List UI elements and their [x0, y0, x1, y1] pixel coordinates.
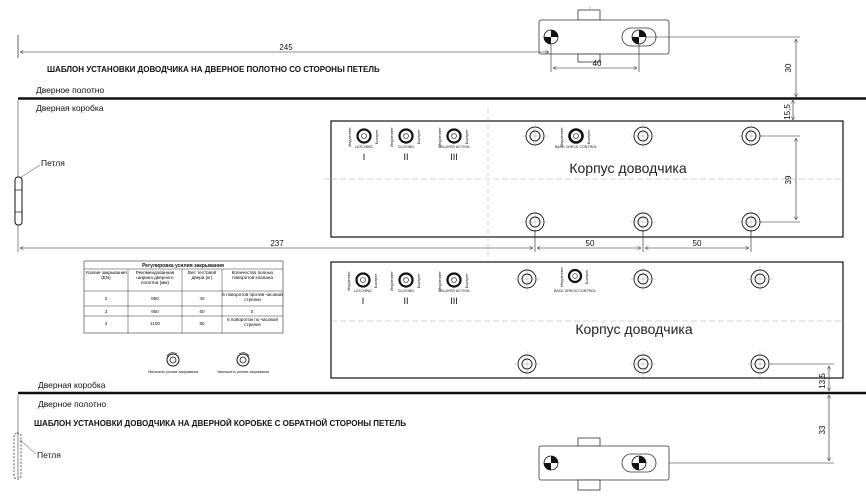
valve-latching-label: LATCHING — [355, 145, 373, 149]
dim-13-5-label: 13,5 — [818, 373, 827, 389]
door-frame-label-top: Дверная коробка — [36, 103, 104, 113]
force-legend — [148, 353, 269, 374]
dim-50-label: 50 — [692, 239, 702, 248]
svg-text:Быстрее: Быстрее — [417, 129, 421, 145]
bracket-screw-target — [632, 456, 646, 470]
bottom-template-title: ШАБЛОН УСТАНОВКИ ДОВОДЧИКА НА ДВЕРНОЙ КОРОБКЕ С ОБРАТНОЙ СТОРОНЫ ПЕТЕЛЬ — [34, 419, 406, 428]
svg-text:Медленнее: Медленнее — [560, 267, 564, 287]
bracket-screw-target — [632, 30, 646, 44]
table-cell: 4 — [104, 321, 108, 326]
valve-closing-label: CLOSING — [397, 289, 415, 293]
valve-delayed-label: DELAYED ACTION — [438, 145, 470, 149]
valve-numeral: I — [361, 296, 365, 306]
table-cell: 0 — [250, 309, 254, 314]
table-header: Количество полных поворотов клапана — [231, 270, 274, 280]
table-cell: 1100 — [150, 321, 160, 326]
force-adjustment-table — [84, 261, 283, 333]
closer-body-label-top: Корпус доводчика — [569, 160, 687, 176]
dim-15-5-top-label: 15,5 — [783, 104, 792, 120]
svg-text:Быстрее: Быстрее — [465, 273, 469, 289]
valve-numeral: III — [450, 152, 458, 162]
table-cell: 60 — [199, 309, 205, 314]
svg-text:Медленнее: Медленнее — [347, 271, 351, 291]
top-bracket — [539, 6, 669, 62]
top-template-title: ШАБЛОН УСТАНОВКИ ДОВОДЧИКА НА ДВЕРНОЕ ПОЛОТНО СО СТОРОНЫ ПЕТЕЛЬ — [47, 65, 380, 74]
table-header: Усилие закрывания (EN) — [85, 270, 127, 280]
svg-text:Медленнее: Медленнее — [438, 271, 442, 291]
table-cell: 40 — [199, 296, 205, 301]
hinge-top — [15, 100, 65, 252]
dimension-245 — [18, 35, 549, 58]
valve-backcheck-label: BACK CHECK CONTROL — [554, 289, 596, 293]
table-title: Регулировка усилия закрывания — [142, 263, 224, 269]
dim-50-label: 50 — [585, 239, 595, 248]
bottom-bracket — [539, 438, 669, 494]
door-frame-label-bottom: Дверная коробка — [38, 380, 106, 390]
hinge-label-top: Петля — [41, 158, 65, 168]
dim-33-label: 33 — [818, 425, 827, 435]
svg-text:Медленнее: Медленнее — [438, 127, 442, 147]
table-cell: 80 — [199, 321, 205, 326]
bracket-screw-target — [544, 30, 558, 44]
dimension-15-5-top — [783, 100, 793, 120]
valve-closing-label: CLOSING — [397, 145, 415, 149]
decrease-force-icon — [237, 353, 249, 366]
decrease-force-label: Уменьшить усилие закрывания — [216, 370, 270, 374]
dim-40-label: 40 — [592, 59, 602, 68]
increase-force-label: Увеличить усилие закрывания — [147, 370, 199, 374]
dim-39-label: 39 — [784, 175, 793, 185]
table-header: Рекомендованная ширина дверного полотна (мм) — [135, 270, 175, 285]
dim-30-label: 30 — [784, 63, 793, 73]
valve-numeral: II — [403, 296, 409, 306]
svg-text:Медленнее: Медленнее — [390, 271, 394, 291]
valve-numeral: I — [362, 152, 366, 162]
svg-text:Быстрее: Быстрее — [375, 129, 379, 145]
valve-backcheck-label: BACK CHECK CONTROL — [555, 145, 597, 149]
door-leaf-label-bottom: Дверное полотно — [38, 399, 107, 409]
valve-numeral: III — [450, 296, 458, 306]
svg-text:Быстрее: Быстрее — [374, 273, 378, 289]
svg-text:Быстрее: Быстрее — [465, 129, 469, 145]
svg-text:Медленнее: Медленнее — [390, 127, 394, 147]
table-cell: 850 — [151, 296, 159, 301]
door-leaf-label-top: Дверное полотно — [36, 85, 105, 95]
svg-text:Быстрее: Быстрее — [585, 269, 589, 285]
table-cell: 3 — [104, 309, 108, 314]
dim-237-label: 237 — [270, 239, 284, 248]
bracket-screw-target — [544, 456, 558, 470]
svg-text:Быстрее: Быстрее — [417, 273, 421, 289]
hinge-label-bottom: Петля — [37, 450, 61, 460]
valve-delayed-label: DELAYED ACTION — [438, 289, 470, 293]
valve-latching-label: LATCHING — [354, 289, 372, 293]
svg-text:Медленнее: Медленнее — [560, 127, 564, 147]
table-cell: 950 — [151, 309, 159, 314]
table-cell: 6 поворотов по часовой стрелке — [227, 317, 278, 327]
closer-body-label-bottom: Корпус доводчика — [575, 321, 693, 337]
table-cell: 2 — [104, 296, 108, 301]
table-cell: 6 поворотов против часовой стрелки — [222, 292, 283, 302]
dimension-33 — [648, 395, 834, 463]
valve-backcheck-top — [555, 127, 597, 149]
dim-245-label: 245 — [279, 43, 293, 52]
valve-numeral: II — [403, 152, 409, 162]
svg-text:Медленнее: Медленнее — [348, 127, 352, 147]
increase-force-icon — [167, 353, 179, 366]
table-header: Вес тестовой двери (кг) — [187, 270, 217, 280]
svg-text:Быстрее: Быстрее — [587, 129, 591, 145]
